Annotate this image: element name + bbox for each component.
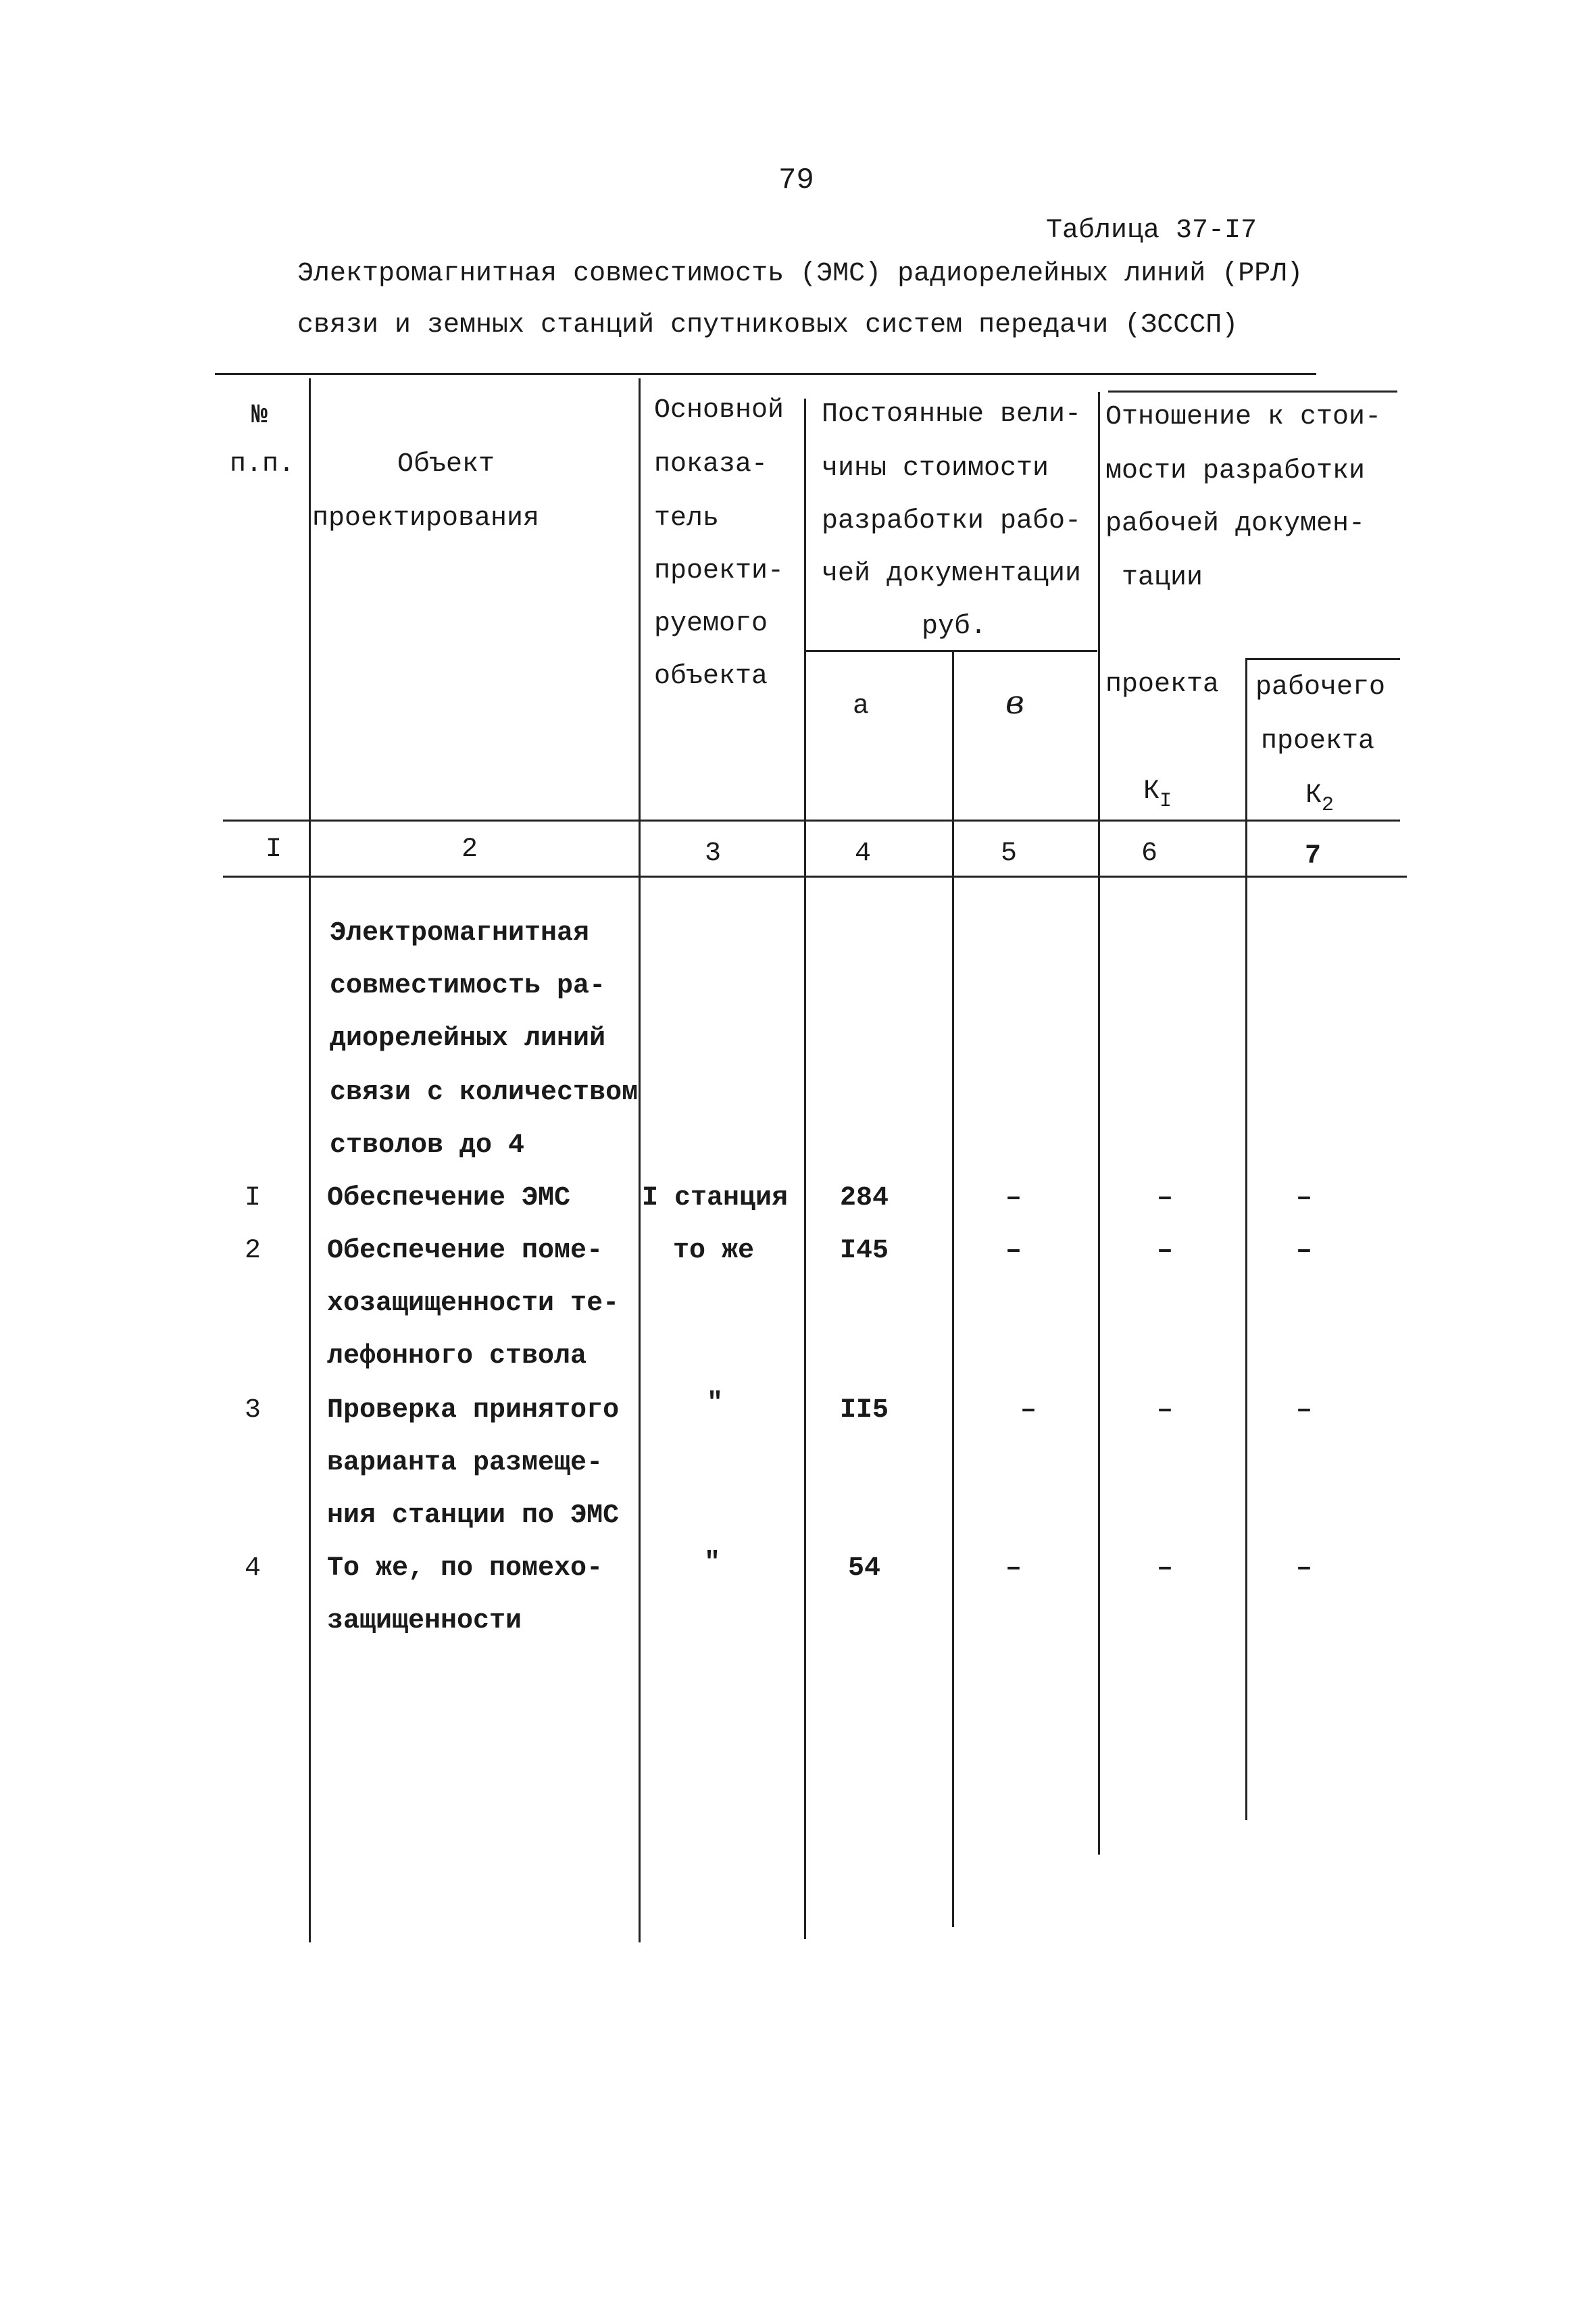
header-bottom-rule <box>223 820 1400 822</box>
row-3-indicator: " <box>706 1388 723 1419</box>
header-cost-line-1: Постоянные вели- <box>822 399 1082 430</box>
column-number-6: 6 <box>1141 838 1157 869</box>
row-4-value-k2: – <box>1295 1553 1312 1584</box>
section-title-line-5: стволов до 4 <box>330 1130 525 1161</box>
header-cost-line-4: чей документации <box>822 559 1082 589</box>
header-col-project: проекта <box>1105 670 1220 700</box>
row-2-value-k2: – <box>1295 1236 1312 1266</box>
header-indicator-line-4: проекти- <box>654 556 784 586</box>
row-2-value-k1: – <box>1156 1236 1173 1266</box>
row-2-number: 2 <box>245 1236 261 1266</box>
column-number-3: 3 <box>704 838 721 869</box>
subheader-rule-cost <box>805 650 1097 652</box>
header-col-working-project-2: проекта <box>1261 726 1375 757</box>
column-number-4: 4 <box>854 838 871 869</box>
header-indicator-line-3: тель <box>654 503 720 534</box>
page-number: 79 <box>778 164 814 197</box>
header-ratio-line-4: тации <box>1122 563 1203 593</box>
header-indicator-line-6: объекта <box>654 661 768 692</box>
header-number-sign: № <box>251 401 268 431</box>
header-object-line-1: Объект <box>397 449 495 480</box>
row-3-object-line-2: варианта размеще- <box>327 1448 603 1478</box>
col-divider-6 <box>1245 658 1247 1820</box>
row-4-value-k1: – <box>1156 1553 1173 1584</box>
header-ratio-line-2: мости разработки <box>1105 456 1366 486</box>
row-4-object-line-1: То же, по помехо- <box>327 1553 603 1584</box>
row-2-object-line-2: хозащищенности те- <box>327 1288 620 1319</box>
header-k2: $К_2$ <box>1305 780 1335 817</box>
header-ratio-line-3: рабочей докумен- <box>1105 509 1366 539</box>
row-4-object-line-2: защищенности <box>327 1606 522 1636</box>
row-2-value-a: I45 <box>839 1236 889 1266</box>
table-title-line-1: Электромагнитная совместимость (ЭМС) радиорелейных линий (РРЛ) <box>297 259 1303 289</box>
header-ratio-line-1: Отношение к стои- <box>1105 402 1382 432</box>
row-1-object-line-1: Обеспечение ЭМС <box>327 1183 571 1213</box>
header-col-b: в <box>1005 684 1024 722</box>
header-cost-line-3: разработки рабо- <box>822 506 1082 536</box>
col-divider-5 <box>1098 392 1100 1855</box>
header-col-a: а <box>853 691 870 722</box>
column-number-1: I <box>265 834 282 865</box>
row-3-value-b: – <box>1020 1395 1037 1426</box>
header-col-working-project-1: рабочего <box>1255 672 1386 703</box>
header-cost-unit: руб. <box>922 611 987 642</box>
row-4-value-b: – <box>1005 1553 1022 1584</box>
section-title-line-2: совместимость ра- <box>330 971 606 1001</box>
column-number-5: 5 <box>1000 838 1017 869</box>
header-indicator-line-1: Основной <box>654 395 784 426</box>
row-3-value-k1: – <box>1156 1395 1173 1426</box>
row-1-value-k1: – <box>1156 1183 1173 1213</box>
subheader-rule-ratio <box>1247 658 1400 660</box>
row-2-value-b: – <box>1005 1236 1022 1266</box>
header-cost-line-2: чины стоимости <box>822 453 1049 484</box>
row-3-object-line-3: ния станции по ЭМС <box>327 1501 620 1531</box>
row-1-number: I <box>245 1183 261 1213</box>
row-1-indicator: I станция <box>642 1183 789 1213</box>
column-number-7: 7 <box>1304 841 1321 872</box>
header-item-number: п.п. <box>230 449 295 480</box>
row-3-number: 3 <box>245 1395 261 1426</box>
header-indicator-line-5: руемого <box>654 609 768 639</box>
table-title-line-2: связи и земных станций спутниковых систем передачи (ЗСССП) <box>297 310 1239 341</box>
row-2-indicator: то же <box>673 1236 755 1266</box>
table-top-rule-right <box>1108 391 1397 393</box>
section-title-line-4: связи с количеством <box>330 1078 639 1108</box>
section-title-line-1: Электромагнитная <box>330 918 590 949</box>
col-divider-2 <box>639 378 641 1942</box>
row-1-value-b: – <box>1005 1183 1022 1213</box>
row-4-value-a: 54 <box>847 1553 880 1584</box>
header-indicator-line-2: показа- <box>654 449 768 480</box>
row-3-object-line-1: Проверка принятого <box>327 1395 620 1426</box>
section-title-line-3: диорелейных линий <box>330 1024 606 1054</box>
table-label: Таблица 37-I7 <box>1046 216 1257 246</box>
col-divider-3 <box>804 399 806 1939</box>
row-2-object-line-3: лефонного ствола <box>327 1341 587 1372</box>
row-4-indicator: " <box>703 1548 720 1578</box>
table-top-rule <box>215 373 1316 375</box>
column-number-2: 2 <box>461 834 478 865</box>
row-4-number: 4 <box>245 1553 261 1584</box>
row-3-value-a: II5 <box>839 1395 889 1426</box>
row-1-value-k2: – <box>1295 1183 1312 1213</box>
row-3-value-k2: – <box>1295 1395 1312 1426</box>
header-object-line-2: проектирования <box>312 503 540 534</box>
col-divider-1 <box>309 378 311 1942</box>
header-k1: $К_I$ <box>1143 776 1172 813</box>
row-2-object-line-1: Обеспечение поме- <box>327 1236 603 1266</box>
row-1-value-a: 284 <box>839 1183 889 1213</box>
col-divider-4 <box>952 650 954 1927</box>
column-numbers-rule <box>223 876 1407 878</box>
